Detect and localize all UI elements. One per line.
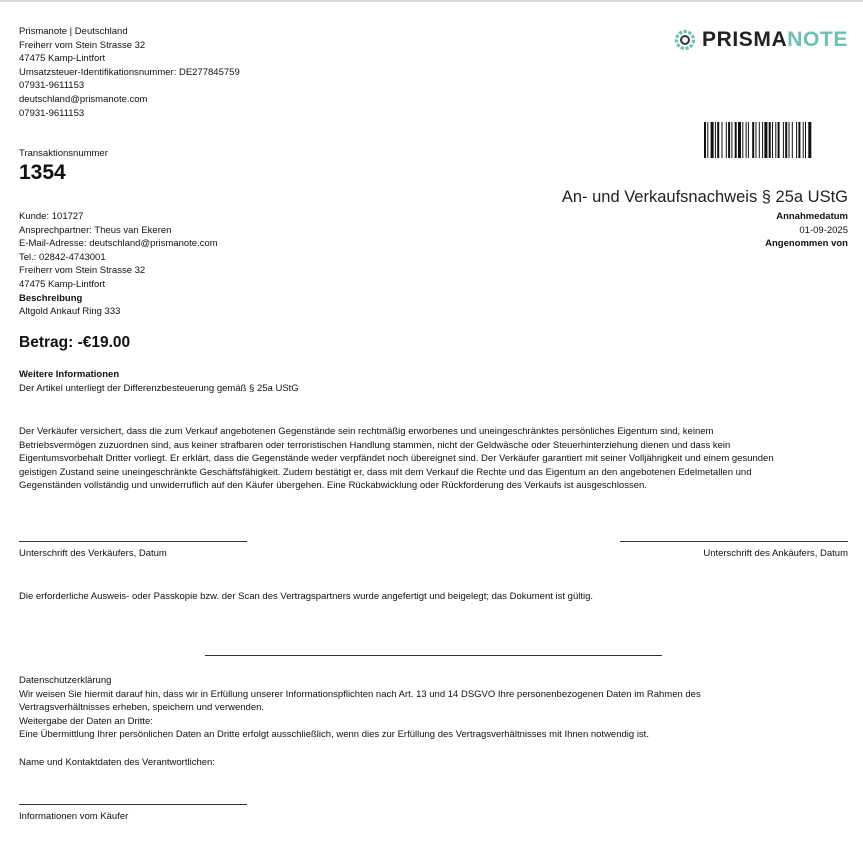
barcode bbox=[704, 122, 848, 163]
privacy-line: Vertragsverhältnisses erheben, speichern und verwenden. bbox=[19, 702, 265, 714]
privacy-heading: Datenschutzerklärung bbox=[19, 675, 112, 686]
company-email: deutschland@prismanote.com bbox=[19, 93, 148, 105]
privacy-line: Eine Übermittlung Ihrer persönlichen Daten an Dritte erfolgt ausschließlich, wenn dies zur Erfüllung des Vertragsverhältnisses mit Ihnen notwendig ist. bbox=[19, 729, 649, 741]
received-date-label: Annahmedatum bbox=[776, 211, 848, 222]
buyer-signature-line bbox=[620, 541, 848, 542]
id-copy-note: Die erforderliche Ausweis- oder Passkopie bzw. der Scan des Vertragspartners wurde angefertigt und beigelegt; das Dokument ist gültig. bbox=[19, 591, 594, 602]
description-label: Beschreibung bbox=[19, 292, 83, 304]
customer-street: Freiherr vom Stein Strasse 32 bbox=[19, 265, 146, 277]
further-info-label: Weitere Informationen bbox=[19, 369, 120, 380]
company-street: Freiherr vom Stein Strasse 32 bbox=[19, 39, 146, 51]
legal-line: geistigen Zustand seine uneingeschränkte Geschäftsfähigkeit. Zudem bestätigt er, dass mit dem Verkauf die Rechte und das Eigentum an den angebotenen Edelmetallen und bbox=[19, 466, 752, 478]
legal-line: Betriebsvermögen zuzuordnen sind, aus keiner strafbaren oder terroristischen Handlung stammen, nicht der Geldwäsche oder Steuerhinterziehung dienen und dass kein bbox=[19, 439, 731, 451]
company-city: 47475 Kamp-Lintfort bbox=[19, 53, 106, 65]
top-border bbox=[0, 0, 863, 2]
accepted-by-label: Angenommen von bbox=[765, 238, 848, 250]
barcode-icon bbox=[704, 122, 848, 158]
customer-contact: Ansprechpartner: Theus van Ekeren bbox=[19, 224, 172, 236]
company-address-block bbox=[19, 25, 240, 120]
legal-line: Gegenständen vollständig und unwiderruflich auf den Käufer übergehen. Eine Rückabwicklung oder Rückforderung des Verkaufs ist ausgeschlossen. bbox=[19, 480, 647, 492]
legal-line: Der Verkäufer versichert, dass die zum Verkauf angebotenen Gegenstände sein rechtmäßig erworbenes und uneingeschränktes persönliches Eigentum sind, keinem bbox=[19, 426, 714, 437]
received-date: 01-09-2025 bbox=[799, 224, 848, 236]
document-title: An- und Verkaufsnachweis § 25a UStG bbox=[561, 188, 848, 206]
customer-email: E-Mail-Adresse: deutschland@prismanote.com bbox=[19, 238, 218, 250]
privacy-line: Weitergabe der Daten an Dritte: bbox=[19, 715, 153, 727]
divider-line bbox=[205, 655, 662, 656]
seller-signature-label: Unterschrift des Verkäufers, Datum bbox=[19, 548, 167, 559]
transaction-number: 1354 bbox=[19, 161, 66, 184]
legal-declaration bbox=[19, 425, 849, 493]
company-phone: 07931-9611153 bbox=[19, 80, 85, 92]
logo-text-note: NOTE bbox=[787, 28, 848, 51]
logo-text-prisma: PRISMA bbox=[701, 28, 788, 51]
further-info-block bbox=[19, 368, 299, 395]
privacy-statement bbox=[19, 674, 849, 769]
document-meta bbox=[765, 210, 848, 251]
responsible-party-label: Name und Kontaktdaten des Verantwortlichen: bbox=[19, 756, 215, 768]
buyer-signature-label: Unterschrift des Ankäufers, Datum bbox=[703, 548, 848, 559]
amount: Betrag: -€19.00 bbox=[19, 334, 131, 351]
prismanote-logo-icon bbox=[674, 29, 696, 51]
prismanote-logo bbox=[674, 28, 848, 52]
company-phone-2: 07931-9611153 bbox=[19, 107, 85, 119]
customer-number: Kunde: 101727 bbox=[19, 211, 84, 222]
transaction-number-label: Transaktionsnummer bbox=[19, 148, 108, 159]
company-vat-id: Umsatzsteuer-Identifikationsnummer: DE277845759 bbox=[19, 66, 240, 78]
logo-wordmark bbox=[702, 28, 848, 52]
legal-line: Eigentumsvorbehalt Dritter vorliegt. Er erklärt, dass die Gegenstände weder verpfändet noch übereignet sind. Der Verkäufer garantiert mit seiner Volljährigkeit und einem gesunden bbox=[19, 453, 774, 465]
buyer-info-label: Informationen vom Käufer bbox=[19, 811, 129, 822]
customer-city: 47475 Kamp-Lintfort bbox=[19, 278, 106, 290]
company-name: Prismanote | Deutschland bbox=[19, 26, 128, 37]
privacy-line: Wir weisen Sie hiermit darauf hin, dass wir in Erfüllung unserer Informationspflichten nach Art. 13 und 14 DSGVO Ihre personenbezogenen Daten im Rahmen des bbox=[19, 688, 701, 700]
buyer-info-line bbox=[19, 804, 247, 805]
customer-phone: Tel.: 02842-4743001 bbox=[19, 251, 106, 263]
customer-block bbox=[19, 210, 218, 319]
seller-signature-line bbox=[19, 541, 247, 542]
further-info-text: Der Artikel unterliegt der Differenzbesteuerung gemäß § 25a UStG bbox=[19, 382, 299, 394]
description-text: Altgold Ankauf Ring 333 bbox=[19, 306, 121, 318]
